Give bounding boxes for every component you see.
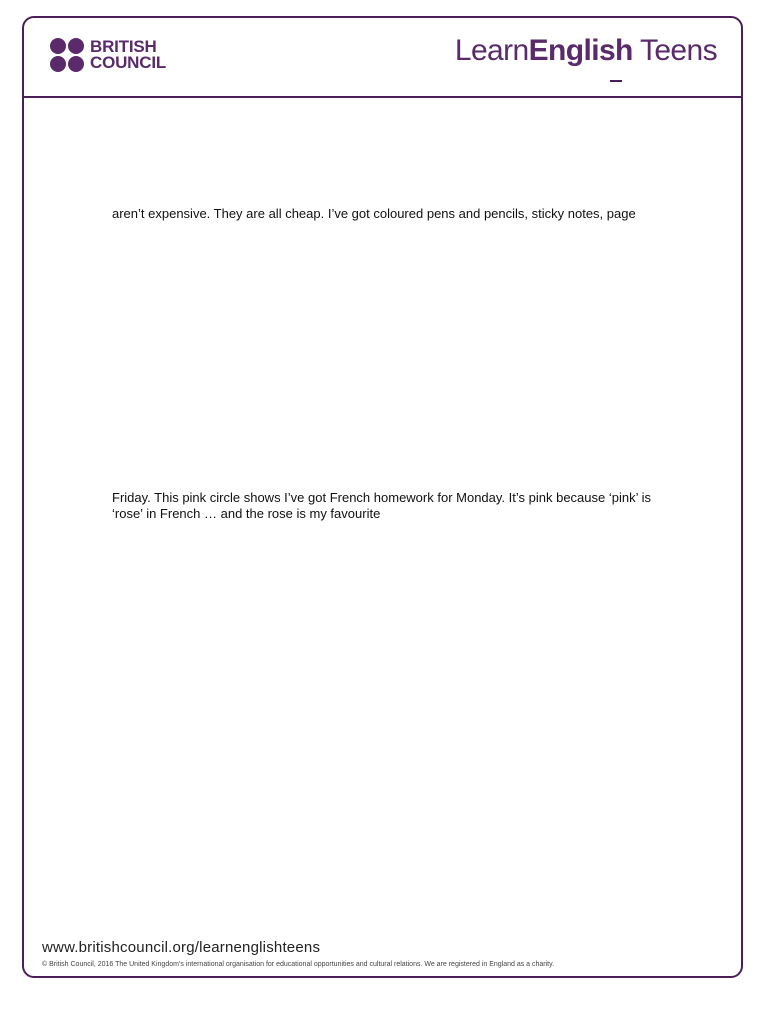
page-header: [24, 18, 741, 98]
paragraph-2: [112, 490, 724, 522]
paragraph-1: aren’t expensive. They are all cheap. I’ve got coloured pens and pencils, sticky notes, page: [112, 206, 636, 221]
bc-logo-line1: BRITISH: [90, 37, 157, 56]
footer-copyright: © British Council, 2016 The United Kingdom’s international organisation for educational opportunities and cultural relations. We are registered in England as a charity.: [42, 961, 555, 968]
le-logo-teens: Teens: [632, 34, 717, 67]
british-council-logo: [50, 38, 166, 72]
paragraph-2-line-1: Friday. This pink circle shows I’ve got French homework for Monday. It’s pink because ‘pink’ is: [112, 490, 651, 505]
british-council-dots-icon: [50, 38, 84, 72]
page-frame: [22, 16, 743, 978]
header-dash: [610, 80, 622, 82]
le-logo-english: English: [528, 34, 633, 67]
paragraph-2-line-2: ‘rose’ in French … and the rose is my favourite: [112, 506, 381, 521]
footer-url: www.britishcouncil.org/learnenglishteens: [42, 939, 321, 956]
learnenglish-teens-logo: [455, 34, 717, 68]
bc-logo-line2: COUNCIL: [90, 53, 167, 72]
le-logo-learn: Learn: [454, 34, 529, 67]
british-council-wordmark: [90, 39, 166, 71]
